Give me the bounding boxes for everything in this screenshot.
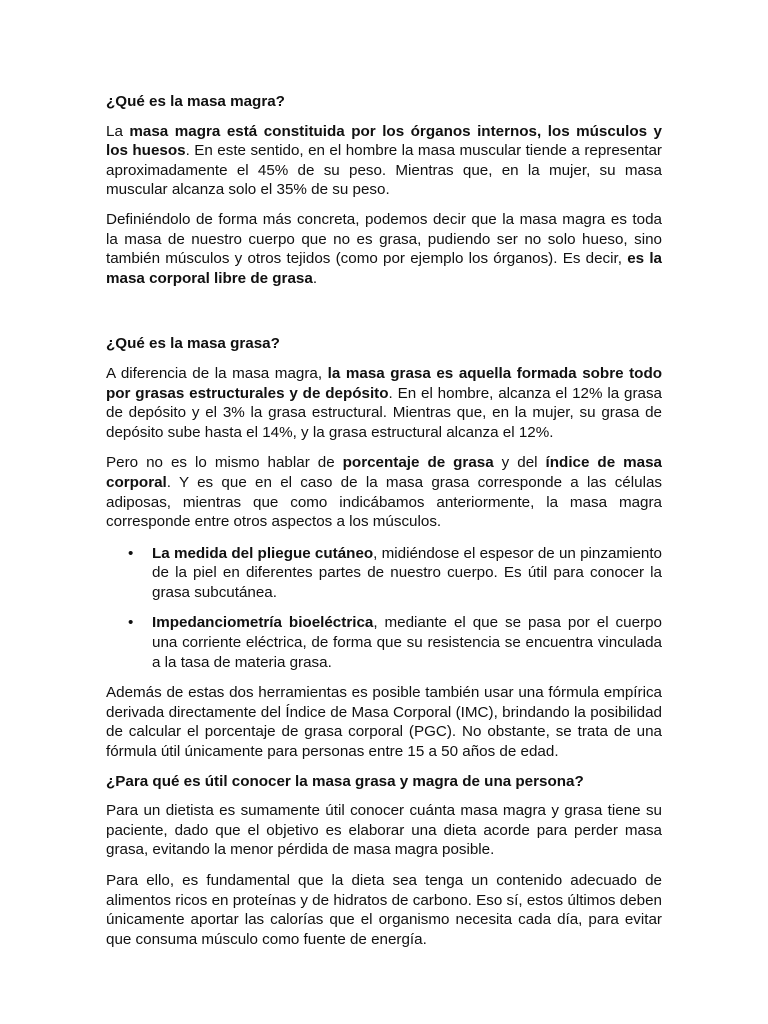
section-heading-masa-magra: ¿Qué es la masa magra? bbox=[106, 93, 285, 110]
bold-text: es la masa corporal libre de grasa bbox=[106, 250, 662, 287]
paragraph-masa-grasa-definition bbox=[106, 364, 662, 442]
text-run: . En este sentido, en el hombre la masa muscular tiende a representar aproximadamente el 45% de su peso. Mientras que, en la mujer, su masa muscular alcanza solo el 35% de su peso. bbox=[106, 142, 662, 199]
list-item bbox=[106, 544, 662, 603]
bold-text: La medida del pliegue cutáneo bbox=[152, 544, 374, 562]
measurement-methods-list bbox=[106, 544, 662, 673]
bold-text: porcentaje de grasa bbox=[342, 454, 494, 472]
text-run: A diferencia de la masa magra, bbox=[106, 364, 328, 382]
section-heading-utilidad: ¿Para qué es útil conocer la masa grasa y magra de una persona? bbox=[106, 772, 584, 790]
text-run: Definiéndolo de forma más concreta, podemos decir que la masa magra es toda la masa de nuestro cuerpo que no es grasa, pudiendo ser no solo hueso, sino también músculos y otros tejidos (como por ejemplo los órganos). Es decir, bbox=[106, 210, 662, 268]
paragraph-imc-formula: Además de estas dos herramientas es posible también usar una fórmula empírica derivada directamente del Índice de Masa Corporal (IMC), brindando la posibilidad de calcular el porcentaje de grasa corporal (PGC). No obstante, se trata de una fórmula útil únicamente para personas entre 15 a 50 años de edad. bbox=[106, 684, 662, 761]
bullet-marker: • bbox=[128, 544, 134, 562]
text-run: La bbox=[106, 122, 130, 140]
text-run: Pero no es lo mismo hablar de bbox=[106, 454, 343, 472]
bold-text: la masa grasa es aquella formada sobre todo por grasas estructurales y de depósito bbox=[106, 364, 662, 402]
list-item bbox=[106, 613, 662, 672]
section-heading-masa-grasa: ¿Qué es la masa grasa? bbox=[106, 335, 280, 353]
paragraph-dietista: Para un dietista es sumamente útil conocer cuánta masa magra y grasa tiene su paciente, dado que el objetivo es elaborar una dieta acorde para perder masa grasa, evitando la menor pérdida de masa magra posible. bbox=[106, 802, 662, 859]
text-run: . Y es que en el caso de la masa grasa corresponde a las células adiposas, mientras que como indicábamos anteriormente, la masa magra corresponde entre otros aspectos a los músculos. bbox=[106, 473, 662, 531]
bullet-marker: • bbox=[128, 614, 134, 632]
text-run: . En el hombre, alcanza el 12% la grasa de depósito y el 3% la grasa estructural. Mientras que, en la mujer, su grasa de depósito sube hasta el 14%, y la grasa estructural alcanza el 12%. bbox=[106, 384, 663, 441]
paragraph-masa-magra-definition bbox=[106, 122, 662, 200]
text-run: . bbox=[312, 269, 318, 287]
bold-text: masa magra está constituida por los órganos internos, los músculos y los huesos bbox=[106, 122, 662, 160]
text-run: , midiéndose el espesor de un pinzamiento de la piel en diferentes partes de nuestro cuerpo. Es útil para conocer la grasa subcutánea. bbox=[152, 544, 662, 601]
paragraph-dieta-adecuada: Para ello, es fundamental que la dieta sea tenga un contenido adecuado de alimentos ricos en proteínas y de hidratos de carbono. Eso sí, estos últimos deben únicamente aportar las calorías que el organismo necesita cada día, para evitar que consuma músculo como fuente de energía. bbox=[106, 872, 662, 948]
bold-text: Impedanciometría bioeléctrica bbox=[152, 614, 374, 632]
bold-text: índice de masa corporal bbox=[106, 454, 662, 491]
paragraph-masa-magra-concrete bbox=[106, 210, 662, 288]
text-run: y del bbox=[493, 454, 546, 472]
text-run: , mediante el que se pasa por el cuerpo una corriente eléctrica, de forma que su resistencia se encuentra vinculada a la tasa de materia grasa. bbox=[152, 614, 662, 671]
paragraph-porcentaje-vs-imc bbox=[106, 453, 662, 531]
document-page bbox=[106, 92, 662, 949]
